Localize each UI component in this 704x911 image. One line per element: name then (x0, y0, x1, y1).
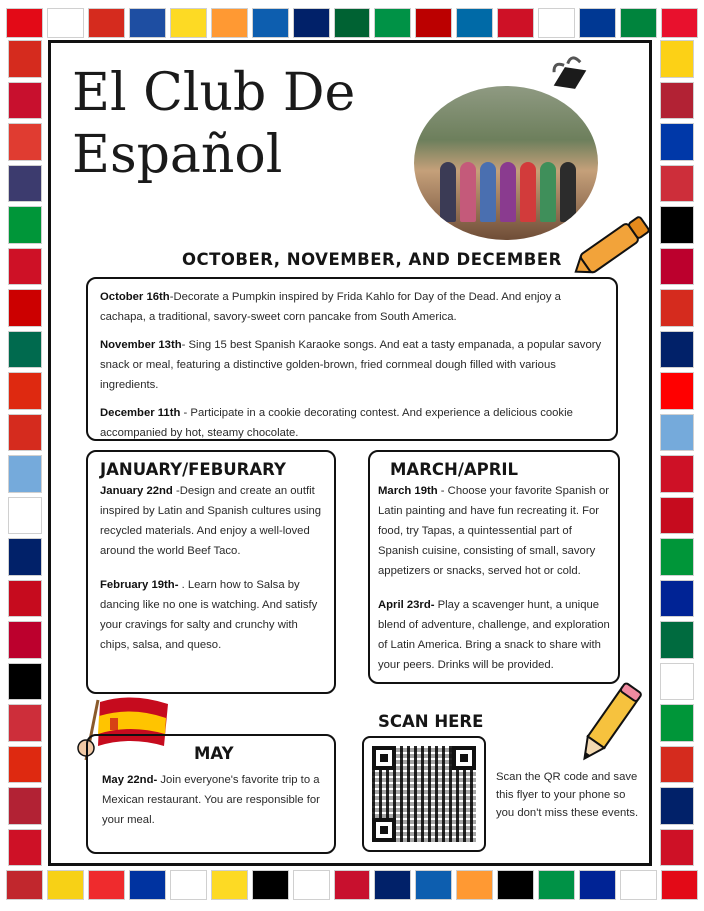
spring-events-box (368, 450, 620, 684)
country-flag (47, 870, 84, 900)
country-flag (660, 165, 694, 203)
country-flag (8, 704, 42, 742)
event-description: -Decorate a Pumpkin inspired by Frida Kahlo for Day of the Dead. And enjoy a cachapa, a traditional, savory-sweet corn pancake from South America. (100, 291, 561, 323)
event-january (100, 481, 322, 561)
fall-section-heading: OCTOBER, NOVEMBER, AND DECEMBER (182, 250, 562, 269)
scan-instructions: Scan the QR code and save this flyer to your phone so you don't miss these events. (496, 771, 639, 819)
country-flag (8, 289, 42, 327)
spring-section-heading: MARCH/APRIL (390, 460, 519, 479)
country-flag (661, 870, 698, 900)
left-flag-border (8, 40, 42, 866)
country-flag (660, 372, 694, 410)
event-date: March 19th (378, 485, 438, 497)
event-description: Join everyone's favorite trip to a Mexican restaurant. You are responsible for your meal. (102, 774, 320, 826)
person-figure (440, 162, 456, 222)
event-april (378, 595, 610, 675)
country-flag (8, 455, 42, 493)
event-date: December 11th (100, 407, 181, 419)
country-flag (8, 248, 42, 286)
country-flag (8, 497, 42, 535)
country-flag (661, 8, 698, 38)
scan-here-heading: SCAN HERE (378, 712, 484, 731)
country-flag (660, 82, 694, 120)
event-description: - Participate in a cookie decorating contest. And experience a delicious cookie accompanied by hot, steamy chocolate. (100, 407, 573, 439)
country-flag (211, 870, 248, 900)
country-flag (538, 8, 575, 38)
country-flag (660, 331, 694, 369)
country-flag (6, 870, 43, 900)
event-october (100, 287, 604, 327)
country-flag (497, 870, 534, 900)
right-flag-border (660, 40, 694, 866)
country-flag (374, 8, 411, 38)
qr-code[interactable] (362, 736, 486, 852)
country-flag (660, 663, 694, 701)
country-flag (211, 8, 248, 38)
country-flag (660, 829, 694, 867)
event-december (100, 403, 604, 443)
club-title-line-2: Español (72, 125, 283, 185)
event-date: November 13th (100, 339, 182, 351)
country-flag (660, 497, 694, 535)
country-flag (620, 870, 657, 900)
country-flag (6, 8, 43, 38)
club-title (72, 62, 412, 186)
country-flag (8, 787, 42, 825)
winter-section-heading: JANUARY/FEBURARY (100, 460, 286, 479)
country-flag (88, 870, 125, 900)
country-flag (374, 870, 411, 900)
country-flag (660, 414, 694, 452)
may-section-heading: MAY (194, 744, 234, 763)
country-flag (8, 414, 42, 452)
country-flag (8, 206, 42, 244)
event-description: - Sing 15 best Spanish Karaoke songs. And eat a tasty empanada, a popular savory snack or meal, featuring a distinctive golden-brown, fried cornmeal dough filled with various ingredients. (100, 339, 602, 391)
country-flag (170, 870, 207, 900)
country-flag (579, 8, 616, 38)
country-flag (129, 8, 166, 38)
country-flag (415, 870, 452, 900)
person-figure (520, 162, 536, 222)
country-flag (660, 538, 694, 576)
country-flag (8, 123, 42, 161)
qr-code-pattern (372, 746, 476, 842)
event-description: . Learn how to Salsa by dancing like no one is watching. And satisfy your cravings for salty and crunchy with chips, salsa, and queso. (100, 579, 318, 651)
event-description: - Choose your favorite Spanish or Latin painting and have fun recreating it. For food, try Tapas, a quintessential part of Spanish cuisine, consisting of small, savory appetizers or snacks, served hot or cold. (378, 485, 610, 577)
person-figure (540, 162, 556, 222)
country-flag (8, 372, 42, 410)
country-flag (660, 787, 694, 825)
person-figure (460, 162, 476, 222)
qr-finder-pattern (452, 746, 476, 770)
country-flag (293, 8, 330, 38)
country-flag (8, 82, 42, 120)
country-flag (660, 704, 694, 742)
event-march (378, 481, 610, 581)
event-date: October 16th (100, 291, 170, 303)
country-flag (8, 621, 42, 659)
event-date: May 22nd- (102, 774, 158, 786)
country-flag (252, 8, 289, 38)
person-figure (480, 162, 496, 222)
country-flag (8, 331, 42, 369)
country-flag (660, 746, 694, 784)
country-flag (334, 8, 371, 38)
country-flag (129, 870, 166, 900)
country-flag (660, 455, 694, 493)
country-flag (88, 8, 125, 38)
qr-finder-pattern (372, 818, 396, 842)
may-events-box (86, 734, 336, 854)
country-flag (538, 870, 575, 900)
event-date: February 19th- (100, 579, 179, 591)
country-flag (415, 8, 452, 38)
country-flag (660, 206, 694, 244)
country-flag (660, 289, 694, 327)
event-november (100, 335, 604, 395)
country-flag (8, 40, 42, 78)
country-flag (252, 870, 289, 900)
country-flag (170, 8, 207, 38)
country-flag (456, 870, 493, 900)
country-flag (497, 8, 534, 38)
country-flag (8, 165, 42, 203)
country-flag (660, 621, 694, 659)
country-flag (660, 123, 694, 161)
country-flag (8, 746, 42, 784)
country-flag (8, 663, 42, 701)
country-flag (47, 8, 84, 38)
event-description: Play a scavenger hunt, a unique blend of adventure, challenge, and exploration of Latin America. Bring a snack to share with your peers. Drinks will be provided. (378, 599, 610, 671)
country-flag (660, 248, 694, 286)
event-date: April 23rd- (378, 599, 435, 611)
country-flag (8, 580, 42, 618)
top-flag-border (6, 8, 698, 38)
club-title-line-1: El Club De (72, 63, 356, 123)
country-flag (579, 870, 616, 900)
country-flag (8, 538, 42, 576)
event-february (100, 575, 322, 655)
country-flag (660, 40, 694, 78)
country-flag (456, 8, 493, 38)
country-flag (293, 870, 330, 900)
person-figure (500, 162, 516, 222)
country-flag (620, 8, 657, 38)
country-flag (660, 580, 694, 618)
qr-finder-pattern (372, 746, 396, 770)
event-date: January 22nd (100, 485, 173, 497)
fall-events-box (86, 277, 618, 441)
event-may (102, 770, 320, 830)
bottom-flag-border (6, 870, 698, 900)
winter-events-box (86, 450, 336, 694)
pencil-icon (568, 680, 648, 770)
event-description: -Design and create an outfit inspired by Latin and Spanish cultures using recycled materials. And enjoy a well-loved around the world Beef Taco. (100, 485, 322, 557)
country-flag (8, 829, 42, 867)
highlighter-marker-icon (566, 212, 656, 282)
country-flag (334, 870, 371, 900)
